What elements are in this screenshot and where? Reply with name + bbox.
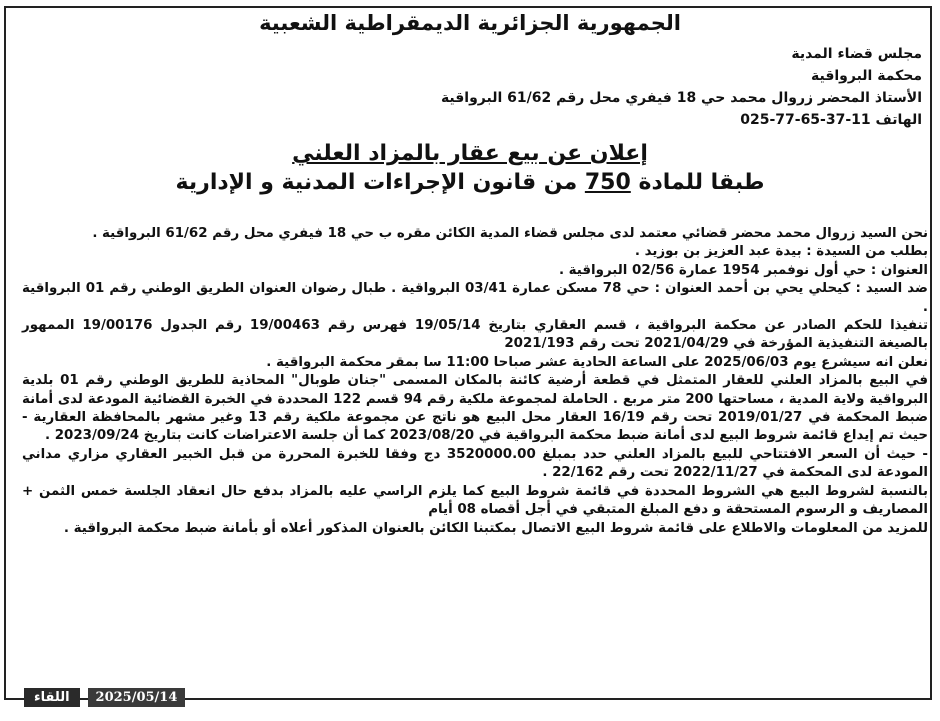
court-name: محكمة البرواقية (810, 68, 922, 84)
issuer-header (441, 43, 922, 131)
title-line-2 (0, 168, 940, 198)
publication-footer (24, 688, 185, 707)
paragraph-requester: بطلب من السيدة : بيدة عبد العزيز بن بوزيد . (634, 244, 928, 260)
bailiff-address: الأستاذ المحضر زروال محمد حي 18 فيفري محل رقم 61/62 البرواقية (440, 90, 922, 106)
title-suffix: من قانون الإجراءات المدنية و الإدارية (175, 170, 585, 195)
paragraph-requester-address: العنوان : حي أول نوفمبر 1954 عمارة 02/56 البرواقية . (558, 262, 928, 278)
publication-date: 2025/05/14 (88, 688, 186, 707)
paragraph-contact: للمزيد من المعلومات والاطلاع على قائمة شروط البيع الاتصال بمكتبنا الكائن بالعنوان المذكور أعلاه أو بأمانة ضبط محكمة البرواقية . (63, 520, 928, 536)
paragraph-auction-date: نعلن انه سيشرع يوم 2025/06/03 على الساعة الحادية عشر صباحا 11:00 سا بمقر محكمة البرواقية . (266, 354, 928, 370)
article-number: 750 (584, 170, 631, 195)
republic-heading: الجمهورية الجزائرية الديمقراطية الشعبية (259, 11, 681, 35)
announcement-title (0, 140, 940, 198)
paragraph-defendants: ضد السيد : كيحلي يحي بن أحمد العنوان : حي 78 مسكن عمارة 03/41 البرواقية . طبال رضوان العنوان الطريق الوطني رقم 01 البرواقية . (22, 281, 928, 315)
title-prefix: طبقا للمادة (630, 170, 765, 195)
paragraph-property: في البيع بالمزاد العلني للعقار المتمثل في قطعة أرضية كائنة بالمكان المسمى "جنان طوبال" المحاذية للطريق الوطني رقم 01 بلدية البرواقية ولاية المدية ، مساحتها 200 متر مربع . الحاملة لمجموعة ملكية رقم 94 قسم 122 المحددة في الخبرة القضائية المودعة لدى أمانة ضبط المحكمة في 2019/01/27 تحت رقم 16/19 العقار محل البيع هو ناتج عن مجموعة ملكية رقم 13 وغير مشهر بالمحافظة العقارية - حيث تم إيداع قائمة شروط البيع لدى أمانة ضبط محكمة البرواقية في 2023/08/20 كما أن جلسة الاعتراضات كانت بتاريخ 2023/09/24 . (22, 373, 929, 444)
title-line-1: إعلان عن بيع عقار بالمزاد العلني (292, 141, 648, 166)
paragraph-bailiff: نحن السيد زروال محمد محضر قضائي معتمد لدى مجلس قضاء المدية الكائن مقره ب حي 18 فيفري محل رقم 61/62 البرواقية . (92, 226, 928, 241)
announcement-body (22, 225, 928, 538)
council-name: مجلس قضاء المدية (791, 46, 922, 62)
paragraph-sale-conditions: بالنسبة لشروط البيع هي الشروط المحددة في قائمة شروط البيع كما يلزم الراسي عليه بالمزاد بدفع حال انعقاد الجلسة خمس الثمن + المصاريف و الرسوم المستحقة و دفع المبلغ المتبقي في أجل أقصاه 08 أيام (22, 483, 928, 518)
newspaper-tag: اللقاء (24, 688, 80, 707)
paragraph-judgment: تنفيذا للحكم الصادر عن محكمة البرواقية ، قسم العقاري بتاريخ 19/05/14 فهرس رقم 19/00463 رقم الجدول 19/00176 الممهور بالصيغة التنفيذية المؤرخة في 2021/04/29 تحت رقم 2021/193 (22, 318, 928, 352)
phone-number: الهاتف 11-37-65-77-025 (740, 112, 922, 128)
paragraph-opening-price: - حيث أن السعر الافتتاحي للبيع بالمزاد العلني حدد بمبلغ 3520000.00 دج وفقا للخبرة المحررة من قبل الخبير العقاري مزاري مداني المودعة لدى المحكمة في 2022/11/27 تحت رقم 22/162 . (22, 446, 928, 481)
